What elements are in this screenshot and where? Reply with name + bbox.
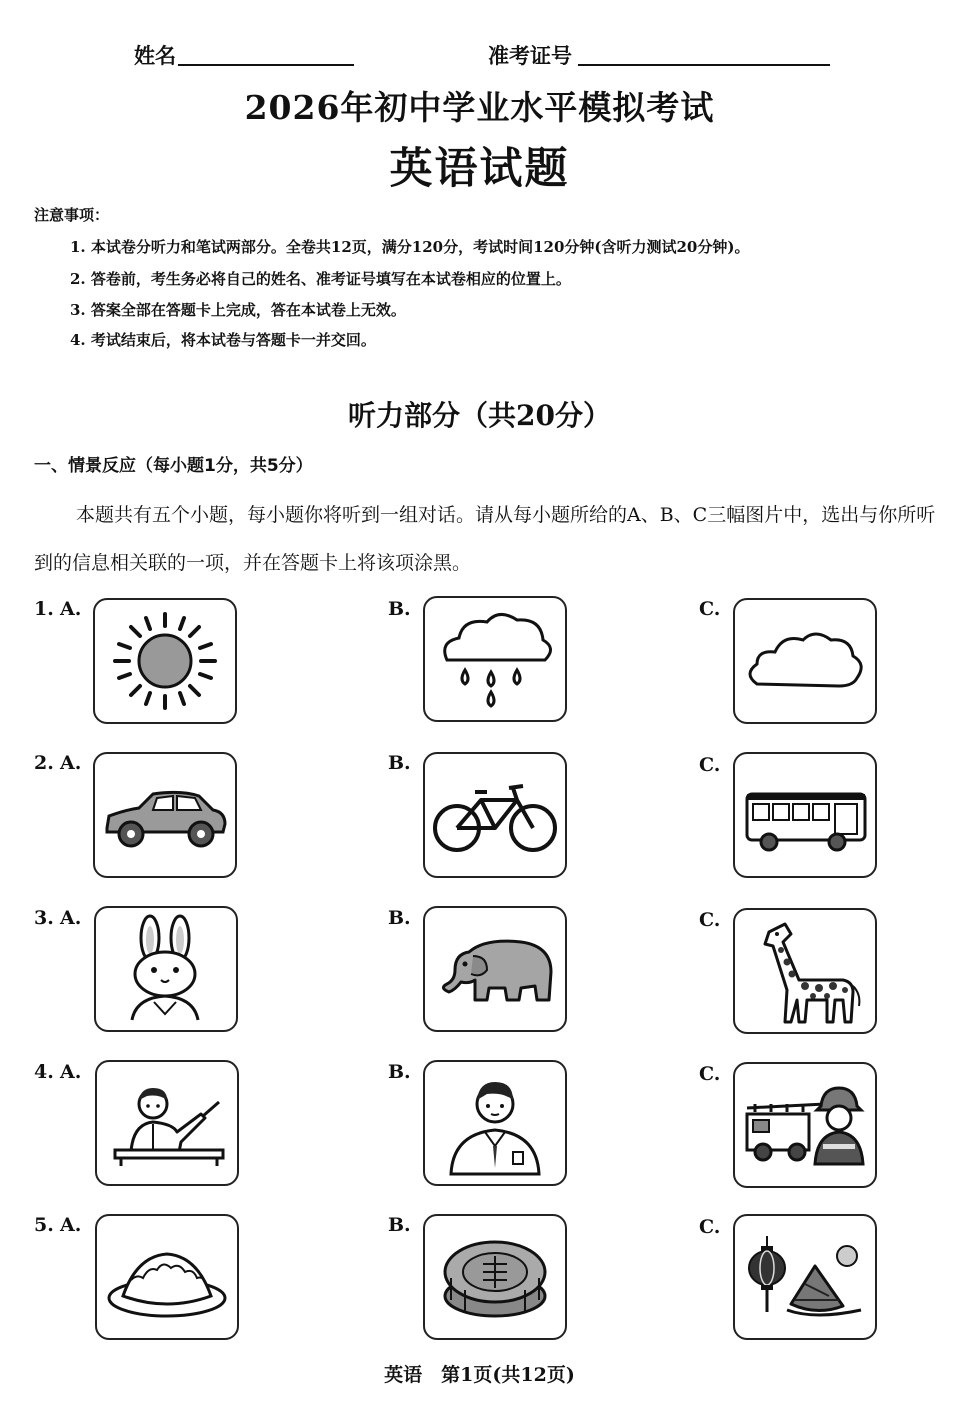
part-title: 一、情景反应（每小题1分，共5分） [34, 456, 313, 476]
note-item: 4. 考试结束后，将本试卷与答题卡一并交回。 [70, 331, 376, 349]
question-number: 1. [34, 598, 54, 620]
option-b-image[interactable] [423, 1214, 567, 1340]
option-b-image[interactable] [423, 752, 567, 878]
zongzi-lantern-icon [735, 1216, 875, 1338]
page-footer: 英语 第1页(共12页) [384, 1364, 575, 1386]
exam-title: 2026年初中学业水平模拟考试 [244, 88, 715, 127]
question-number: 5. [34, 1214, 54, 1236]
subject-title: 英语试题 [389, 144, 570, 194]
bicycle-icon [425, 754, 565, 876]
teacher-icon [97, 1062, 237, 1184]
option-c-image[interactable] [733, 598, 877, 724]
note-item: 1. 本试卷分听力和笔试两部分。全卷共12页，满分120分，考试时间120分钟(含听力测试20分钟)。 [70, 238, 750, 256]
option-letter: C. [699, 1216, 721, 1238]
option-c-image[interactable] [733, 752, 877, 878]
doctor-icon [425, 1062, 565, 1184]
option-letter: A. [60, 752, 82, 774]
option-a-image[interactable] [93, 752, 237, 878]
option-b-image[interactable] [423, 1060, 567, 1186]
option-letter: A. [60, 1214, 82, 1236]
option-letter: A. [60, 598, 82, 620]
option-a-image[interactable] [94, 906, 238, 1032]
option-c-image[interactable] [733, 1214, 877, 1340]
instructions: 本题共有五个小题，每小题你将听到一组对话。请从每小题所给的A、B、C三幅图片中，选出与你所听到的信息相关联的一项，并在答题卡上将该项涂黑。 [34, 504, 936, 574]
option-a-image[interactable] [93, 598, 237, 724]
option-a-image[interactable] [95, 1214, 239, 1340]
car-icon [95, 754, 235, 876]
rabbit-icon [96, 908, 236, 1030]
rain-cloud-icon [425, 598, 565, 720]
option-letter: B. [388, 1214, 411, 1236]
exam-id-blank[interactable] [578, 64, 830, 66]
exam-id-label: 准考证号 [488, 43, 572, 68]
name-label: 姓名 [134, 43, 176, 68]
option-letter: C. [699, 754, 721, 776]
dumpling-icon [97, 1216, 237, 1338]
option-letter: A. [60, 907, 82, 929]
option-letter: C. [699, 909, 721, 931]
bus-icon [735, 754, 875, 876]
option-c-image[interactable] [733, 908, 877, 1034]
question-number: 4. [34, 1061, 54, 1083]
sun-icon [95, 600, 235, 722]
notes-heading: 注意事项： [34, 206, 110, 224]
option-letter: C. [699, 1063, 721, 1085]
firefighter-icon [735, 1064, 875, 1186]
question-number: 2. [34, 752, 54, 774]
note-item: 2. 答卷前，考生务必将自己的姓名、准考证号填写在本试卷相应的位置上。 [70, 270, 571, 288]
option-letter: C. [699, 598, 721, 620]
option-c-image[interactable] [733, 1062, 877, 1188]
section-title: 听力部分（共20分） [348, 399, 611, 432]
option-letter: A. [60, 1061, 82, 1083]
option-letter: B. [388, 907, 411, 929]
option-a-image[interactable] [95, 1060, 239, 1186]
name-blank[interactable] [178, 64, 354, 66]
option-b-image[interactable] [423, 596, 567, 722]
option-letter: B. [388, 752, 411, 774]
mooncake-icon [425, 1216, 565, 1338]
giraffe-icon [735, 910, 875, 1032]
cloud-icon [735, 600, 875, 722]
note-item: 3. 答案全部在答题卡上完成，答在本试卷上无效。 [70, 301, 406, 319]
elephant-icon [425, 908, 565, 1030]
option-letter: B. [388, 598, 411, 620]
question-number: 3. [34, 907, 54, 929]
option-b-image[interactable] [423, 906, 567, 1032]
option-letter: B. [388, 1061, 411, 1083]
